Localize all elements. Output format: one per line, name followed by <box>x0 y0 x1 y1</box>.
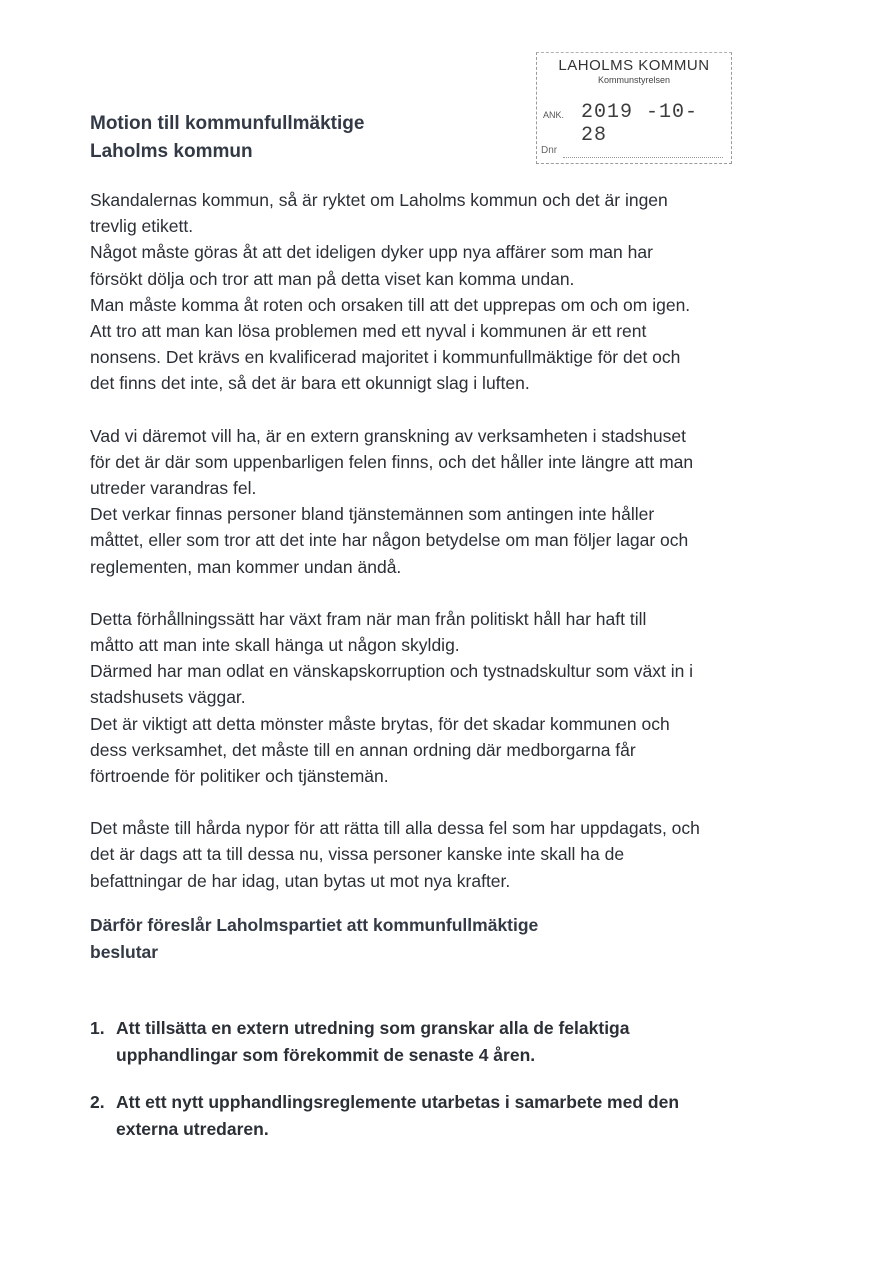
text-line: externa utredaren. <box>116 1119 269 1139</box>
text-line: befattningar de har idag, utan bytas ut mot nya krafter. <box>90 870 511 891</box>
list-number: 2. <box>90 1092 105 1112</box>
header-municipality: Laholms kommun <box>90 141 253 162</box>
decision-line: beslutar <box>90 942 159 962</box>
text-line: nonsens. Det krävs en kvalificerad majoritet i kommunfullmäktige för det och <box>90 347 681 368</box>
list-item-text <box>116 1089 790 1143</box>
received-stamp <box>536 52 732 164</box>
stamp-ank-label: ANK. <box>543 110 565 120</box>
proposal-list <box>90 1015 790 1163</box>
text-line: Skandalernas kommun, så är ryktet om Laholms kommun och det är ingen <box>90 190 668 210</box>
text-line: Därmed har man odlat en vänskapskorruption och tystnadskultur som växt in i <box>90 661 694 682</box>
text-line: Något måste göras åt att det ideligen dyker upp nya affärer som man har <box>90 242 653 263</box>
text-line: Detta förhållningssätt har växt fram när man från politiskt håll har haft till <box>90 608 647 629</box>
document-header <box>90 110 364 166</box>
text-line: Det verkar finnas personer bland tjänstemännen som antingen inte håller <box>90 504 655 525</box>
stamp-dnr-label: Dnr <box>541 145 558 156</box>
text-line: för det är där som uppenbarligen felen finns, och det håller inte längre att man <box>90 451 694 472</box>
text-line: det finns det inte, så det är bara ett okunnigt slag i luften. <box>90 373 530 394</box>
text-line: försökt dölja och tror att man på detta viset kan komma undan. <box>90 268 575 289</box>
text-line: Att tillsätta en extern utredning som granskar alla de felaktiga <box>116 1018 630 1038</box>
decision-line: Därför föreslår Laholmspartiet att kommunfullmäktige <box>90 915 539 935</box>
decision-heading <box>90 912 538 966</box>
text-line: Att tro att man kan lösa problemen med ett nyval i kommunen är ett rent <box>90 321 647 342</box>
text-line: måtto att man inte skall hänga ut någon skyldig. <box>90 635 460 656</box>
text-line: det är dags att ta till dessa nu, vissa personer kanske inte skall ha de <box>90 844 625 865</box>
text-line: Det måste till hårda nypor för att rätta till alla dessa fel som har uppdagats, och <box>90 818 700 839</box>
text-line: stadshusets väggar. <box>90 687 246 708</box>
text-line: utreder varandras fel. <box>90 478 257 499</box>
paragraph-1 <box>90 187 810 397</box>
list-item <box>90 1015 790 1069</box>
list-item <box>90 1089 790 1143</box>
motion-body <box>90 187 810 894</box>
text-line: trevlig etikett. <box>90 216 194 237</box>
text-line: måttet, eller som tror att det inte har någon betydelse om man följer lagar och <box>90 530 689 551</box>
text-line: upphandlingar som förekommit de senaste 4 åren. <box>116 1045 536 1065</box>
paragraph-gap <box>90 397 810 423</box>
text-line: Att ett nytt upphandlingsreglemente utarbetas i samarbete med den <box>116 1092 680 1112</box>
paragraph-gap <box>90 789 810 815</box>
text-line: Det är viktigt att detta mönster måste brytas, för det skadar kommunen och <box>90 713 670 734</box>
paragraph-3 <box>90 606 810 789</box>
stamp-organization: LAHOLMS KOMMUN <box>558 57 710 74</box>
text-line: Vad vi däremot vill ha, är en extern granskning av verksamheten i stadshuset <box>90 425 686 446</box>
paragraph-2 <box>90 423 810 580</box>
text-line: reglementen, man kommer undan ändå. <box>90 556 402 577</box>
paragraph-gap <box>90 580 810 606</box>
list-item-text <box>116 1015 790 1069</box>
list-number: 1. <box>90 1018 105 1038</box>
text-line: förtroende för politiker och tjänstemän. <box>90 766 389 787</box>
header-title: Motion till kommunfullmäktige <box>90 113 365 134</box>
stamp-department: Kommunstyrelsen <box>597 75 671 85</box>
paragraph-4 <box>90 815 810 894</box>
text-line: dess verksamhet, det måste till en annan ordning där medborgarna får <box>90 739 636 760</box>
stamp-date: 2019 -10- 28 <box>581 101 699 147</box>
text-line: Man måste komma åt roten och orsaken till att det upprepas om och om igen. <box>90 294 691 315</box>
stamp-dnr-line <box>563 157 723 158</box>
